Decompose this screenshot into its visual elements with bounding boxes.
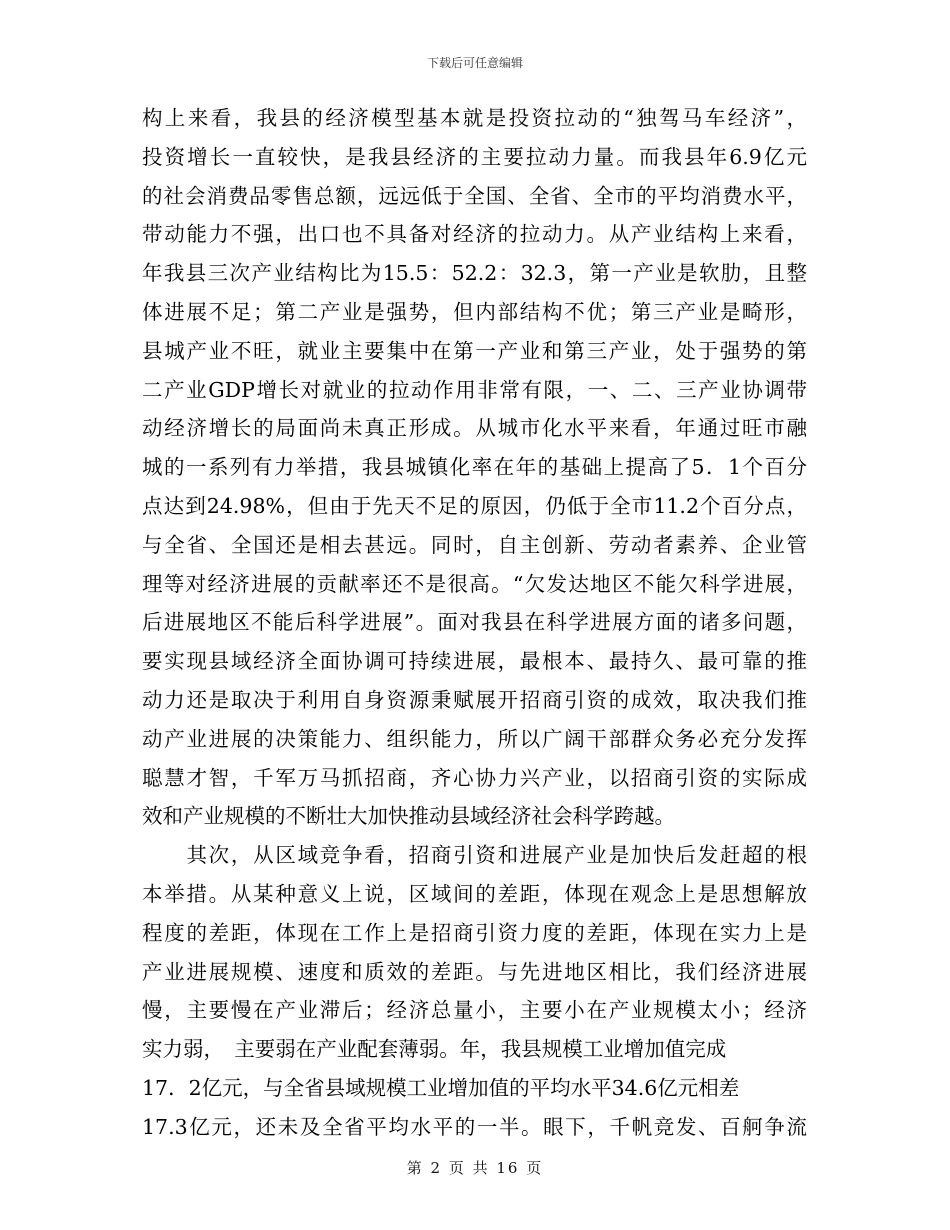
text-line: 体进展不足；第二产业是强势，但内部结构不优；第三产业是畸形， bbox=[142, 299, 807, 324]
page-footer: 第 2 页 共 16 页 bbox=[406, 1159, 544, 1177]
text-line: 动经济增长的局面尚未真正形成。从城市化水平来看，年通过旺市融 bbox=[142, 416, 807, 441]
text-line: 城的一系列有力举措，我县城镇化率在年的基础上提高了5．1个百分 bbox=[142, 455, 807, 480]
text-line: 带动能力不强，出口也不具备对经济的拉动力。从产业结构上来看， bbox=[142, 222, 807, 247]
text-line: 动产业进展的决策能力、组织能力，所以广阔干部群众务必充分发挥 bbox=[142, 726, 807, 751]
body-text bbox=[142, 99, 807, 1147]
text-line: 实力弱， 主要弱在产业配套薄弱。年，我县规模工业增加值完成 bbox=[142, 1037, 727, 1062]
text-line: 年我县三次产业结构比为15.5：52.2：32.3，第一产业是软肋，且整 bbox=[142, 261, 807, 286]
text-line: 县城产业不旺，就业主要集中在第一产业和第三产业，处于强势的第 bbox=[142, 338, 807, 363]
text-line: 后进展地区不能后科学进展”。面对我县在科学进展方面的诸多问题， bbox=[142, 610, 807, 635]
text-line: 投资增长一直较快，是我县经济的主要拉动力量。而我县年6.9亿元 bbox=[142, 144, 807, 169]
text-line: 本举措。从某种意义上说，区域间的差距，体现在观念上是思想解放 bbox=[142, 881, 807, 906]
text-line: 的社会消费品零售总额，远远低于全国、全省、全市的平均消费水平， bbox=[142, 183, 807, 208]
text-line: 聪慧才智，千军万马抓招商，齐心协力兴产业，以招商引资的实际成 bbox=[142, 765, 807, 790]
text-line: 理等对经济进展的贡献率还不是很高。“欠发达地区不能欠科学进展， bbox=[142, 571, 807, 596]
text-line: 产业进展规模、速度和质效的差距。与先进地区相比，我们经济进展 bbox=[142, 959, 807, 984]
text-line: 17．2亿元，与全省县域规模工业增加值的平均水平34.6亿元相差 bbox=[142, 1075, 740, 1100]
text-line: 程度的差距，体现在工作上是招商引资力度的差距，体现在实力上是 bbox=[142, 920, 807, 945]
text-line: 效和产业规模的不断壮大加快推动县域经济社会科学跨越。 bbox=[142, 804, 675, 829]
text-line: 点达到24.98%，但由于先天不足的原因，仍低于全市11.2个百分点， bbox=[142, 493, 807, 518]
page-header: 下载后可任意编辑 bbox=[426, 56, 523, 70]
text-line: 17.3亿元，还未及全省平均水平的一半。眼下，千帆竞发、百舸争流 bbox=[142, 1114, 807, 1139]
text-line: 动力还是取决于利用自身资源秉赋展开招商引资的成效，取决我们推 bbox=[142, 687, 807, 712]
text-line: 其次，从区域竞争看，招商引资和进展产业是加快后发赶超的根 bbox=[142, 843, 807, 868]
text-line: 要实现县域经济全面协调可持续进展，最根本、最持久、最可靠的推 bbox=[142, 649, 807, 674]
text-line: 构上来看，我县的经济模型基本就是投资拉动的“独驾马车经济”， bbox=[142, 106, 807, 130]
text-line: 与全省、全国还是相去甚远。同时，自主创新、劳动者素养、企业管 bbox=[142, 532, 807, 557]
text-line: 慢，主要慢在产业滞后；经济总量小，主要小在产业规模太小；经济 bbox=[142, 998, 807, 1023]
text-line: 二产业GDP增长对就业的拉动作用非常有限，一、二、三产业协调带 bbox=[142, 377, 807, 402]
